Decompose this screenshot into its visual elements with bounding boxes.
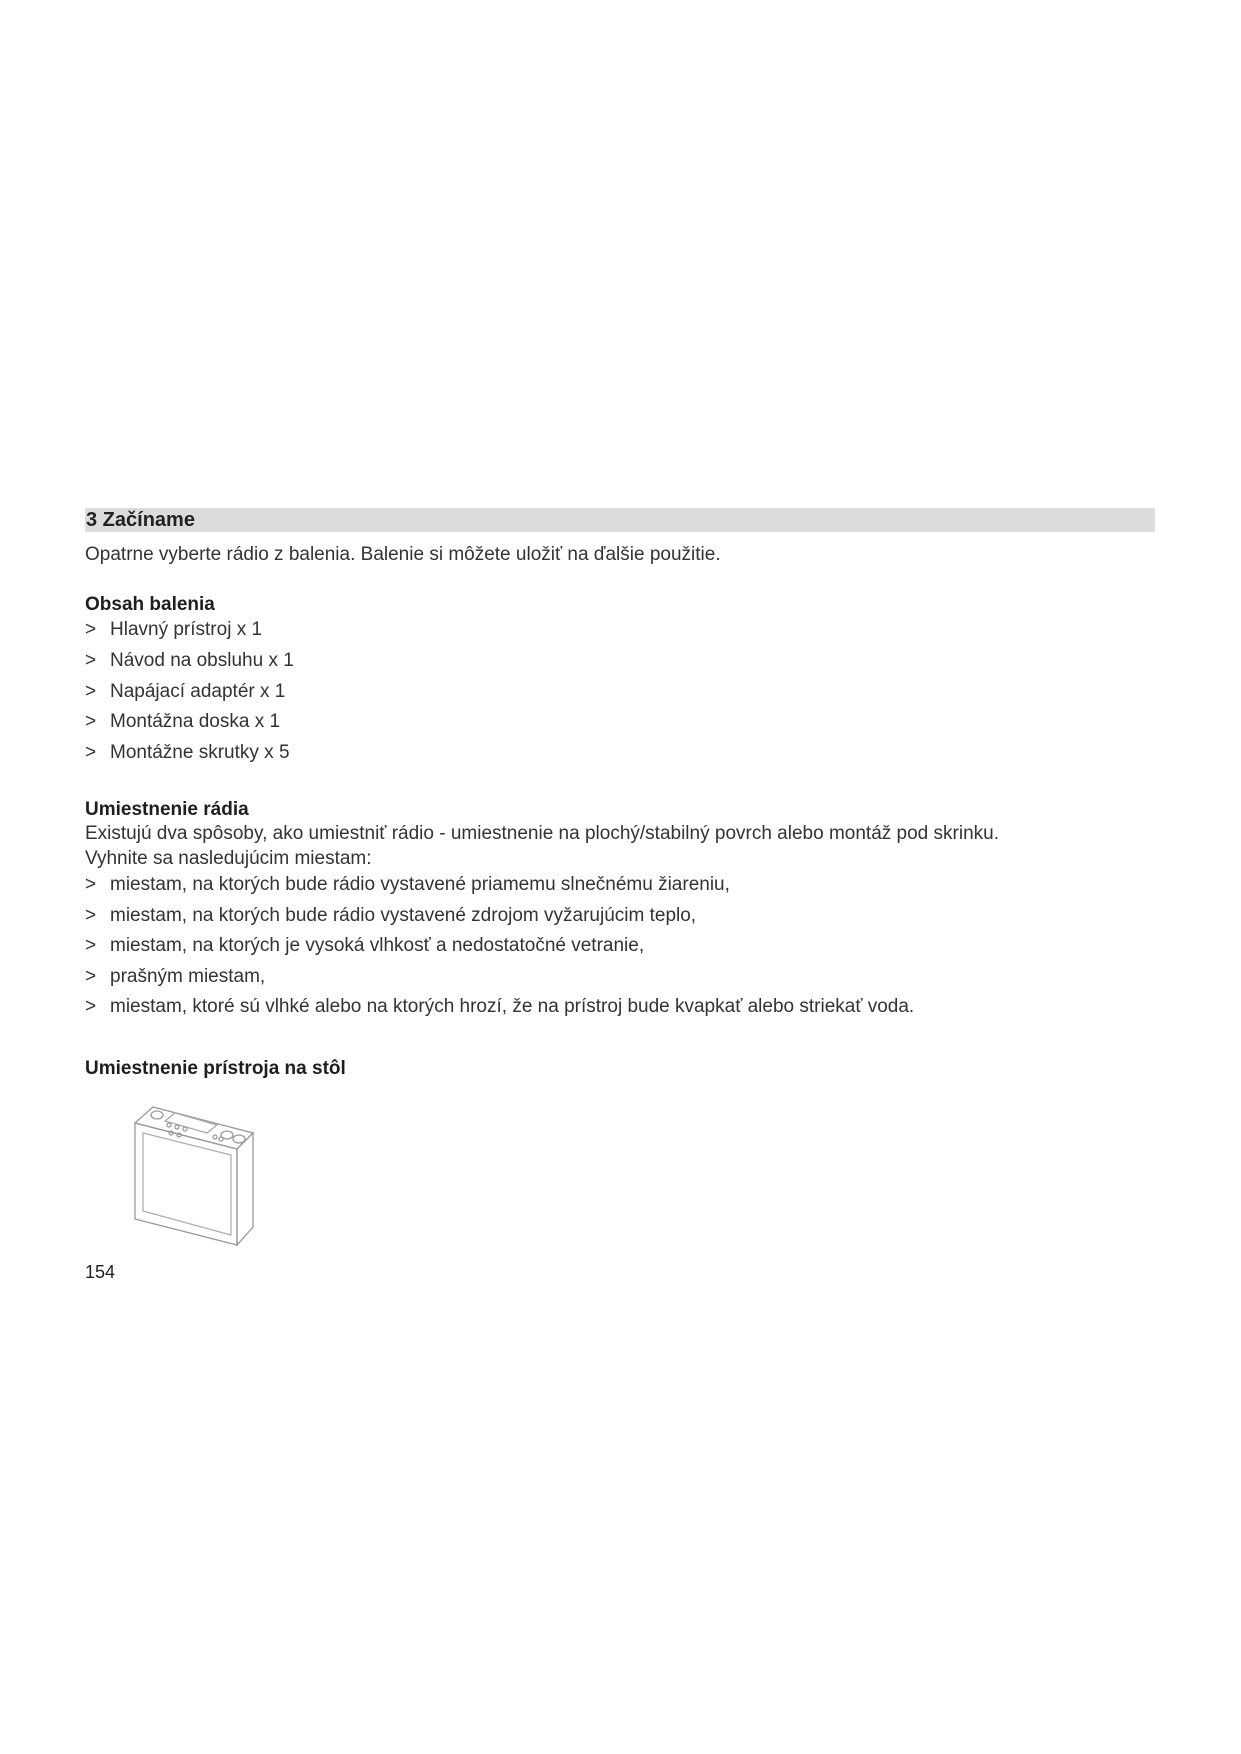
bullet-mark: > bbox=[85, 742, 97, 763]
bullet-mark: > bbox=[85, 711, 97, 732]
page-number: 154 bbox=[85, 1262, 116, 1282]
radio-device-illustration bbox=[125, 1095, 275, 1255]
list-item bbox=[85, 681, 285, 703]
intro-paragraph: Opatrne vyberte rádio z balenia. Balenie si môžete uložiť na ďalšie použitie. bbox=[85, 544, 721, 565]
table-placement-heading: Umiestnenie prístroja na stôl bbox=[85, 1058, 346, 1079]
list-item-text: Montážna doska x 1 bbox=[110, 711, 281, 732]
bullet-mark: > bbox=[85, 874, 97, 895]
list-item-text: miestam, na ktorých bude rádio vystavené priamemu slnečnému žiareniu, bbox=[110, 874, 730, 895]
bullet-mark: > bbox=[85, 905, 97, 926]
list-item-text: Montážne skrutky x 5 bbox=[110, 742, 290, 763]
list-item-text: miestam, na ktorých je vysoká vlhkosť a nedostatočné vetranie, bbox=[110, 935, 645, 956]
list-item bbox=[85, 742, 290, 764]
section-header-bar bbox=[85, 508, 1155, 532]
section-title: 3 Začíname bbox=[86, 509, 195, 531]
placement-paragraph-line1: Existujú dva spôsoby, ako umiestniť rádio - umiestnenie na plochý/stabilný povrch alebo montáž pod skrinku. bbox=[85, 823, 999, 844]
list-item-text: Hlavný prístroj x 1 bbox=[110, 619, 263, 640]
bullet-mark: > bbox=[85, 935, 97, 956]
list-item-text: Napájací adaptér x 1 bbox=[110, 681, 286, 702]
radio-placement-heading: Umiestnenie rádia bbox=[85, 799, 249, 820]
list-item bbox=[85, 905, 696, 927]
list-item-text: miestam, na ktorých bude rádio vystavené zdrojom vyžarujúcim teplo, bbox=[110, 905, 697, 926]
bullet-mark: > bbox=[85, 619, 97, 640]
list-item bbox=[85, 935, 644, 957]
bullet-mark: > bbox=[85, 681, 97, 702]
list-item-text: Návod na obsluhu x 1 bbox=[110, 650, 294, 671]
list-item-text: miestam, ktoré sú vlhké alebo na ktorých hrozí, že na prístroj bude kvapkať alebo striekať voda. bbox=[110, 996, 915, 1017]
list-item bbox=[85, 650, 294, 672]
list-item bbox=[85, 619, 262, 641]
list-item bbox=[85, 874, 730, 896]
list-item bbox=[85, 996, 914, 1018]
list-item bbox=[85, 711, 280, 733]
package-contents-heading: Obsah balenia bbox=[85, 594, 215, 615]
bullet-mark: > bbox=[85, 996, 97, 1017]
list-item bbox=[85, 966, 265, 988]
list-item-text: prašným miestam, bbox=[110, 966, 266, 987]
bullet-mark: > bbox=[85, 650, 97, 671]
placement-paragraph-line2: Vyhnite sa nasledujúcim miestam: bbox=[85, 848, 372, 869]
bullet-mark: > bbox=[85, 966, 97, 987]
